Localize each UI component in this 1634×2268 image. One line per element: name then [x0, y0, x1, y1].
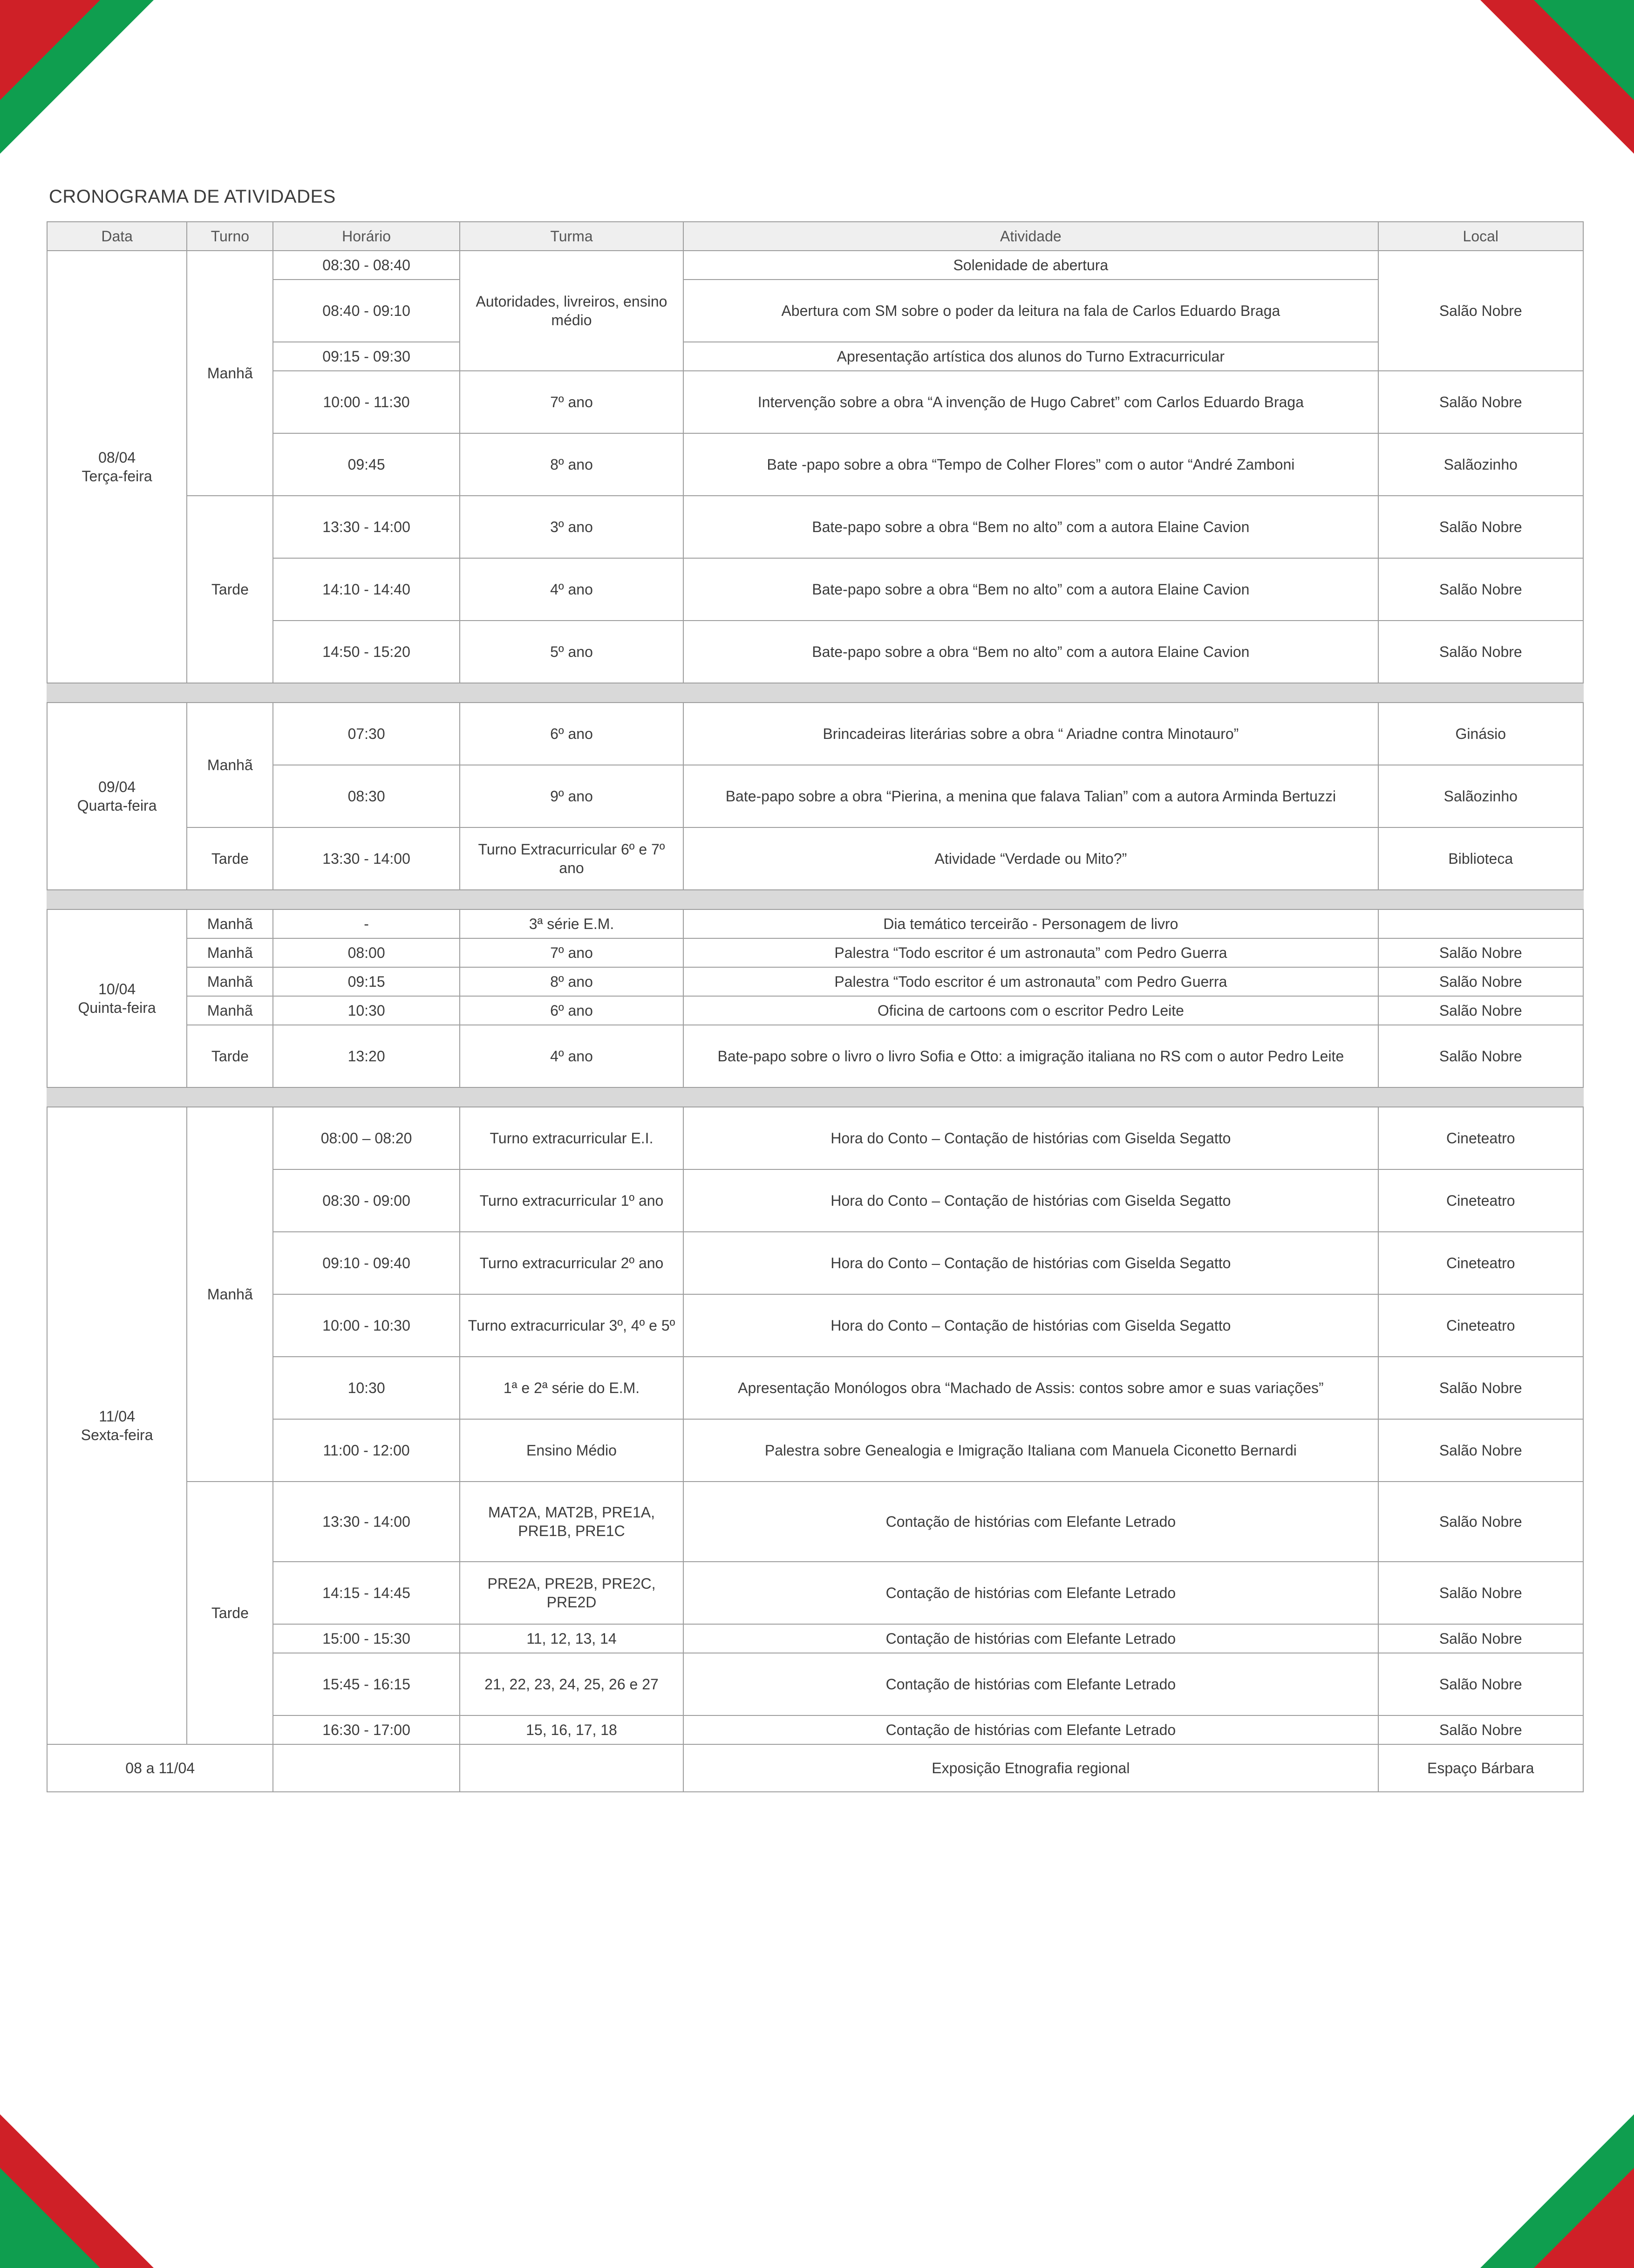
cell-turma: Turno extracurricular E.I.	[460, 1107, 683, 1169]
cell-atividade: Abertura com SM sobre o poder da leitura na fala de Carlos Eduardo Braga	[683, 280, 1378, 342]
cell-turno: Tarde	[187, 1025, 273, 1087]
table-row	[47, 996, 1583, 1025]
table-row	[47, 1107, 1583, 1169]
cell-atividade: Hora do Conto – Contação de histórias com Giselda Segatto	[683, 1294, 1378, 1357]
cell-turma: 1ª e 2ª série do E.M.	[460, 1357, 683, 1419]
cell-footer-atividade: Exposição Etnografia regional	[683, 1744, 1378, 1792]
cell-turma: 7º ano	[460, 371, 683, 433]
cell-footer-horario	[273, 1744, 459, 1792]
cell-local: Cineteatro	[1378, 1232, 1583, 1294]
cell-turma: 8º ano	[460, 967, 683, 996]
cell-turno: Manhã	[187, 938, 273, 967]
cell-horario: 10:00 - 11:30	[273, 371, 459, 433]
cell-local: Salão Nobre	[1378, 1025, 1583, 1087]
separator-cell	[187, 890, 1378, 909]
cell-horario: 13:30 - 14:00	[273, 1482, 459, 1562]
table-row	[47, 1715, 1583, 1744]
cell-turma: 4º ano	[460, 1025, 683, 1087]
cell-turno: Tarde	[187, 827, 273, 890]
cell-atividade: Brincadeiras literárias sobre a obra “ Ariadne contra Minotauro”	[683, 703, 1378, 765]
cell-horario: 15:00 - 15:30	[273, 1624, 459, 1653]
table-row	[47, 1653, 1583, 1715]
cell-horario: 16:30 - 17:00	[273, 1715, 459, 1744]
cell-horario: 14:15 - 14:45	[273, 1562, 459, 1624]
cell-local: Salão Nobre	[1378, 1357, 1583, 1419]
table-row	[47, 1169, 1583, 1232]
cell-footer-local: Espaço Bárbara	[1378, 1744, 1583, 1792]
table-row	[47, 342, 1583, 371]
table-row	[47, 1025, 1583, 1087]
cell-atividade: Bate-papo sobre a obra “Bem no alto” com a autora Elaine Cavion	[683, 496, 1378, 558]
cell-atividade: Dia temático terceirão - Personagem de livro	[683, 909, 1378, 938]
cell-horario: 09:10 - 09:40	[273, 1232, 459, 1294]
group-separator	[47, 683, 1583, 703]
cell-horario: 15:45 - 16:15	[273, 1653, 459, 1715]
cell-local	[1378, 909, 1583, 938]
cell-local: Salão Nobre	[1378, 371, 1583, 433]
cell-atividade: Contação de histórias com Elefante Letrado	[683, 1482, 1378, 1562]
table-row	[47, 371, 1583, 433]
cell-turma: PRE2A, PRE2B, PRE2C, PRE2D	[460, 1562, 683, 1624]
table-row	[47, 251, 1583, 280]
cell-horario: 10:30	[273, 1357, 459, 1419]
cell-atividade: Bate -papo sobre a obra “Tempo de Colher Flores” com o autor “André Zamboni	[683, 433, 1378, 496]
cell-horario: 13:20	[273, 1025, 459, 1087]
table-row	[47, 1624, 1583, 1653]
separator-cell	[47, 683, 187, 703]
column-header-horario: Horário	[273, 222, 459, 251]
cell-date: 09/04 Quarta-feira	[47, 703, 187, 890]
cell-local: Salãozinho	[1378, 433, 1583, 496]
cell-atividade: Palestra sobre Genealogia e Imigração Italiana com Manuela Ciconetto Bernardi	[683, 1419, 1378, 1482]
cell-turma: 5º ano	[460, 621, 683, 683]
table-row	[47, 938, 1583, 967]
cell-turma: 7º ano	[460, 938, 683, 967]
cell-local: Salão Nobre	[1378, 1715, 1583, 1744]
cell-turma: 4º ano	[460, 558, 683, 621]
cell-local: Salão Nobre	[1378, 1653, 1583, 1715]
cell-horario: 10:30	[273, 996, 459, 1025]
cell-atividade: Intervenção sobre a obra “A invenção de Hugo Cabret” com Carlos Eduardo Braga	[683, 371, 1378, 433]
separator-cell	[187, 1087, 1378, 1107]
cell-atividade: Bate-papo sobre o livro o livro Sofia e Otto: a imigração italiana no RS com o autor Pedro Leite	[683, 1025, 1378, 1087]
cell-atividade: Contação de histórias com Elefante Letrado	[683, 1653, 1378, 1715]
cell-atividade: Hora do Conto – Contação de histórias com Giselda Segatto	[683, 1232, 1378, 1294]
cell-local: Ginásio	[1378, 703, 1583, 765]
table-row	[47, 1419, 1583, 1482]
cell-atividade: Atividade “Verdade ou Mito?”	[683, 827, 1378, 890]
cell-horario: 08:30 - 08:40	[273, 251, 459, 280]
cell-turma: 6º ano	[460, 996, 683, 1025]
cell-atividade: Hora do Conto – Contação de histórias com Giselda Segatto	[683, 1107, 1378, 1169]
cell-turma: 3º ano	[460, 496, 683, 558]
cell-horario: 13:30 - 14:00	[273, 827, 459, 890]
cell-turno: Manhã	[187, 909, 273, 938]
separator-cell	[1378, 1087, 1583, 1107]
cell-local: Salão Nobre	[1378, 1419, 1583, 1482]
cell-atividade: Hora do Conto – Contação de histórias com Giselda Segatto	[683, 1169, 1378, 1232]
column-header-data: Data	[47, 222, 187, 251]
cell-horario: 09:45	[273, 433, 459, 496]
table-row	[47, 558, 1583, 621]
cell-local: Salão Nobre	[1378, 938, 1583, 967]
cell-turno: Manhã	[187, 1107, 273, 1482]
cell-local: Salão Nobre	[1378, 1562, 1583, 1624]
separator-cell	[1378, 683, 1583, 703]
cell-local: Cineteatro	[1378, 1294, 1583, 1357]
cell-horario: 13:30 - 14:00	[273, 496, 459, 558]
cell-atividade: Contação de histórias com Elefante Letrado	[683, 1562, 1378, 1624]
table-row	[47, 765, 1583, 827]
cell-local: Salão Nobre	[1378, 967, 1583, 996]
cell-turno: Tarde	[187, 1482, 273, 1744]
cell-turma: MAT2A, MAT2B, PRE1A, PRE1B, PRE1C	[460, 1482, 683, 1562]
schedule-table	[47, 221, 1584, 1792]
table-header	[47, 222, 1583, 251]
cell-local: Salãozinho	[1378, 765, 1583, 827]
table-row	[47, 1562, 1583, 1624]
cell-local: Salão Nobre	[1378, 558, 1583, 621]
cell-turma: 3ª série E.M.	[460, 909, 683, 938]
cell-local: Salão Nobre	[1378, 996, 1583, 1025]
table-row	[47, 909, 1583, 938]
cell-turma: 8º ano	[460, 433, 683, 496]
cell-local: Salão Nobre	[1378, 1624, 1583, 1653]
corner-decoration-bottom-left-green	[0, 2168, 100, 2268]
cell-turma: Turno extracurricular 2º ano	[460, 1232, 683, 1294]
corner-decoration-bottom-right-red	[1534, 2168, 1634, 2268]
group-separator	[47, 890, 1583, 909]
cell-horario: 08:30	[273, 765, 459, 827]
separator-cell	[187, 683, 1378, 703]
cell-atividade: Bate-papo sobre a obra “Bem no alto” com a autora Elaine Cavion	[683, 621, 1378, 683]
cell-local: Biblioteca	[1378, 827, 1583, 890]
cell-local: Cineteatro	[1378, 1107, 1583, 1169]
cell-turno: Manhã	[187, 251, 273, 496]
cell-horario: 10:00 - 10:30	[273, 1294, 459, 1357]
cell-turma: 21, 22, 23, 24, 25, 26 e 27	[460, 1653, 683, 1715]
cell-atividade: Palestra “Todo escritor é um astronauta” com Pedro Guerra	[683, 967, 1378, 996]
cell-horario: -	[273, 909, 459, 938]
table-row	[47, 967, 1583, 996]
table-row	[47, 1294, 1583, 1357]
document-body	[47, 186, 1587, 1792]
cell-local: Salão Nobre	[1378, 251, 1583, 371]
cell-horario: 11:00 - 12:00	[273, 1419, 459, 1482]
cell-local: Salão Nobre	[1378, 1482, 1583, 1562]
cell-date: 08/04 Terça-feira	[47, 251, 187, 683]
table-row	[47, 1232, 1583, 1294]
table-row	[47, 1357, 1583, 1419]
separator-cell	[1378, 890, 1583, 909]
cell-turno: Manhã	[187, 996, 273, 1025]
table-header-row	[47, 222, 1583, 251]
cell-footer-turma	[460, 1744, 683, 1792]
cell-atividade: Palestra “Todo escritor é um astronauta” com Pedro Guerra	[683, 938, 1378, 967]
cell-local: Cineteatro	[1378, 1169, 1583, 1232]
cell-turma: 15, 16, 17, 18	[460, 1715, 683, 1744]
cell-atividade: Apresentação Monólogos obra “Machado de Assis: contos sobre amor e suas variações”	[683, 1357, 1378, 1419]
cell-turma: Ensino Médio	[460, 1419, 683, 1482]
table-row	[47, 703, 1583, 765]
cell-horario: 09:15 - 09:30	[273, 342, 459, 371]
cell-atividade: Oficina de cartoons com o escritor Pedro Leite	[683, 996, 1378, 1025]
cell-atividade: Contação de histórias com Elefante Letrado	[683, 1624, 1378, 1653]
corner-decoration-top-left-red	[0, 0, 100, 100]
table-row	[47, 280, 1583, 342]
cell-horario: 08:00	[273, 938, 459, 967]
table-body	[47, 251, 1583, 1792]
column-header-turma: Turma	[460, 222, 683, 251]
table-row	[47, 433, 1583, 496]
page-title: CRONOGRAMA DE ATIVIDADES	[49, 186, 336, 207]
cell-turma: Autoridades, livreiros, ensino médio	[460, 251, 683, 371]
cell-atividade: Apresentação artística dos alunos do Turno Extracurricular	[683, 342, 1378, 371]
cell-horario: 07:30	[273, 703, 459, 765]
group-separator	[47, 1087, 1583, 1107]
cell-turno: Manhã	[187, 703, 273, 827]
table-row	[47, 1482, 1583, 1562]
cell-horario: 08:30 - 09:00	[273, 1169, 459, 1232]
cell-horario: 08:00 – 08:20	[273, 1107, 459, 1169]
cell-atividade: Bate-papo sobre a obra “Pierina, a menina que falava Talian” com a autora Arminda Bertuzzi	[683, 765, 1378, 827]
cell-date: 11/04 Sexta-feira	[47, 1107, 187, 1744]
cell-turma: 9º ano	[460, 765, 683, 827]
table-row	[47, 827, 1583, 890]
cell-turno: Tarde	[187, 496, 273, 683]
cell-atividade: Contação de histórias com Elefante Letrado	[683, 1715, 1378, 1744]
column-header-local: Local	[1378, 222, 1583, 251]
column-header-turno: Turno	[187, 222, 273, 251]
cell-turma: 6º ano	[460, 703, 683, 765]
table-row	[47, 621, 1583, 683]
column-header-atividade: Atividade	[683, 222, 1378, 251]
cell-horario: 14:50 - 15:20	[273, 621, 459, 683]
cell-horario: 14:10 - 14:40	[273, 558, 459, 621]
cell-footer-date: 08 a 11/04	[47, 1744, 273, 1792]
cell-turma: Turno extracurricular 3º, 4º e 5º	[460, 1294, 683, 1357]
cell-turma: Turno extracurricular 1º ano	[460, 1169, 683, 1232]
cell-date: 10/04 Quinta-feira	[47, 909, 187, 1087]
corner-decoration-top-right-green	[1534, 0, 1634, 100]
table-row	[47, 496, 1583, 558]
separator-cell	[47, 890, 187, 909]
cell-local: Salão Nobre	[1378, 621, 1583, 683]
table-footer-row	[47, 1744, 1583, 1792]
cell-turma: 11, 12, 13, 14	[460, 1624, 683, 1653]
cell-atividade: Bate-papo sobre a obra “Bem no alto” com a autora Elaine Cavion	[683, 558, 1378, 621]
cell-horario: 09:15	[273, 967, 459, 996]
cell-local: Salão Nobre	[1378, 496, 1583, 558]
separator-cell	[47, 1087, 187, 1107]
cell-horario: 08:40 - 09:10	[273, 280, 459, 342]
cell-turma: Turno Extracurricular 6º e 7º ano	[460, 827, 683, 890]
cell-turno: Manhã	[187, 967, 273, 996]
cell-atividade: Solenidade de abertura	[683, 251, 1378, 280]
